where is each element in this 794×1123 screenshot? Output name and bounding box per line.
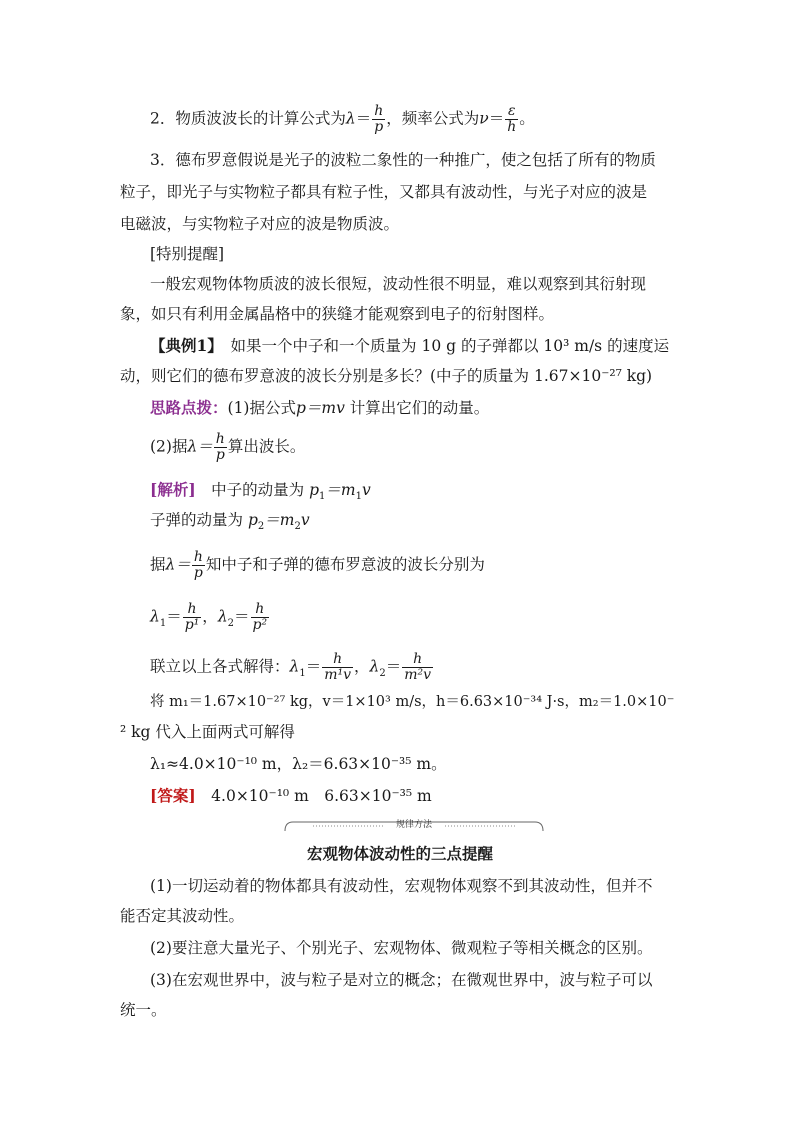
fraction-h-over-p — [372, 104, 385, 135]
item3-line2: 粒子，即光子与实物粒子都具有粒子性，又都具有波动性，与光子对应的波是 — [120, 183, 648, 201]
method-badge-label: 规律方法 — [395, 820, 432, 830]
subscript: 1 — [299, 667, 306, 679]
fraction-numerator: h — [322, 652, 353, 668]
method-p3-line1: (3)在宏观世界中，波与粒子是对立的概念；在微观世界中，波与粒子可以 — [150, 971, 653, 989]
lambda-symbol: λ — [217, 607, 228, 626]
lambda-symbol: λ — [369, 657, 380, 676]
p-symbol: p — [247, 511, 258, 529]
example-line2: 动，则它们的德布罗意波的波长分别是多长？(中子的质量为 1.67×10⁻²⁷ kg) — [120, 367, 653, 385]
fraction-h-over-p2 — [251, 602, 270, 633]
item2-mid-text: ，频率公式为 — [386, 109, 480, 128]
v-symbol: v — [300, 511, 310, 529]
subscript: 1 — [355, 491, 362, 502]
fraction-numerator: h — [402, 652, 433, 668]
subscript: 2 — [257, 521, 265, 532]
fraction-denominator: p — [374, 119, 384, 135]
equals-sign: ＝ — [488, 109, 505, 128]
hint-line2 — [150, 432, 710, 463]
tip-line2: 象，如只有利用金属晶格中的狭缝才能观察到电子的衍射图样。 — [120, 305, 555, 323]
method-p3-line2: 统一。 — [120, 1001, 167, 1019]
equals-sign: ＝ — [234, 607, 250, 626]
fraction-numerator: h — [251, 602, 270, 618]
fraction-h-over-m2v — [402, 652, 433, 683]
solution-line6: 将 m₁＝1.67×10⁻²⁷ kg，v＝1×10³ m/s，h＝6.63×10⁻³⁴ J·s，m₂＝1.0×10⁻ — [150, 694, 675, 710]
subscript: 2 — [294, 521, 301, 532]
hint-text: (1)据公式 — [227, 399, 296, 417]
method-p1-line2: 能否定其波动性。 — [120, 907, 245, 925]
fraction-numerator: ε — [505, 104, 518, 120]
solution-line8: λ₁≈4.0×10⁻¹⁰ m，λ₂＝6.63×10⁻³⁵ m。 — [150, 755, 447, 773]
lambda-symbol: λ＝ — [165, 555, 191, 574]
lambda-symbol: λ — [150, 607, 160, 626]
subscript: 1 — [319, 491, 326, 502]
solution-line3 — [150, 550, 710, 581]
momentum-formula: p＝mv — [295, 399, 345, 417]
nu-symbol: ν — [479, 109, 489, 128]
fraction-denominator: p¹ — [184, 617, 200, 633]
example-label: 【典例1】 — [150, 336, 216, 355]
solution-text: 中子的动量为 — [195, 481, 310, 499]
solution-text: 联立以上各式解得： — [150, 657, 290, 676]
lambda-symbol: λ — [345, 109, 356, 128]
fraction-denominator: h — [507, 119, 517, 135]
fraction-h-over-p — [214, 432, 227, 463]
method-badge — [283, 818, 545, 832]
solution-text: 子弹的动量为 — [150, 511, 248, 529]
fraction-numerator: h — [183, 602, 202, 618]
fraction-h-over-p1 — [183, 602, 202, 633]
answer-line — [150, 784, 710, 808]
hint-label: 思路点拨： — [150, 398, 228, 417]
fraction-denominator: p² — [252, 617, 268, 633]
item2-formula-line — [150, 104, 710, 135]
fraction-denominator: m¹v — [324, 667, 352, 683]
equals-sign: ＝ — [385, 657, 402, 676]
solution-line1 — [150, 478, 710, 505]
subscript: 2 — [227, 617, 235, 629]
solution-line2 — [150, 508, 710, 535]
equals-m: ＝m — [264, 511, 295, 529]
hint-line1 — [150, 396, 710, 420]
fraction-h-over-m1v — [322, 652, 353, 683]
fraction-denominator: p — [193, 565, 203, 581]
hint-text: 计算出它们的动量。 — [344, 399, 490, 417]
lambda-symbol: λ＝ — [187, 437, 213, 456]
solution-line4 — [150, 602, 710, 633]
v-symbol: v — [362, 481, 371, 499]
fraction-e-over-h — [505, 104, 518, 135]
method-title: 宏观物体波动性的三点提醒 — [306, 844, 493, 863]
subscript: 1 — [159, 617, 167, 629]
equals-sign: ＝ — [355, 109, 372, 128]
p-symbol: p — [309, 481, 320, 499]
solution-text: 据 — [150, 555, 166, 574]
equals-m: ＝m — [325, 481, 356, 499]
solution-text: 知中子和子弹的德布罗意波的波长分别为 — [205, 555, 485, 574]
period: 。 — [519, 109, 535, 128]
item3-line3: 电磁波，与实物粒子对应的波是物质波。 — [120, 215, 400, 233]
fraction-numerator: h — [374, 103, 384, 119]
fraction-h-over-p — [192, 550, 205, 581]
solution-line5 — [150, 652, 710, 683]
fraction-numerator: h — [193, 549, 203, 565]
equals-sign: ＝ — [305, 657, 322, 676]
lambda-symbol: λ — [289, 657, 300, 676]
method-p2: (2)要注意大量光子、个别光子、宏观物体、微观粒子等相关概念的区别。 — [150, 939, 653, 957]
answer-text: 4.0×10⁻¹⁰ m 6.63×10⁻³⁵ m — [195, 787, 432, 805]
comma: ， — [202, 607, 218, 626]
item2-text: 2．物质波波长的计算公式为 — [150, 109, 346, 128]
answer-label: [答案] — [150, 786, 196, 805]
fraction-numerator: h — [215, 431, 225, 447]
solution-label: [解析] — [150, 480, 196, 499]
hint-text: 算出波长。 — [227, 437, 306, 456]
solution-line7: ² kg 代入上面两式可解得 — [120, 723, 295, 741]
hint-text: (2)据 — [150, 437, 188, 456]
fraction-denominator: m²v — [404, 667, 432, 683]
equals-sign: ＝ — [166, 607, 182, 626]
comma: ， — [354, 657, 370, 676]
fraction-denominator: p — [215, 447, 225, 463]
item3-line1: 3．德布罗意假说是光子的波粒二象性的一种推广，使之包括了所有的物质 — [150, 151, 656, 169]
method-p1-line1: (1)一切运动着的物体都具有波动性，宏观物体观察不到其波动性，但并不 — [150, 877, 653, 895]
subscript: 2 — [379, 667, 386, 679]
example-text: 如果一个中子和一个质量为 10 g 的子弹都以 10³ m/s 的速度运 — [215, 337, 670, 355]
example-line1 — [150, 334, 710, 358]
tip-heading: [特别提醒] — [150, 245, 225, 263]
tip-line1: 一般宏观物体物质波的波长很短，波动性很不明显，难以观察到其衍射现 — [150, 275, 647, 293]
